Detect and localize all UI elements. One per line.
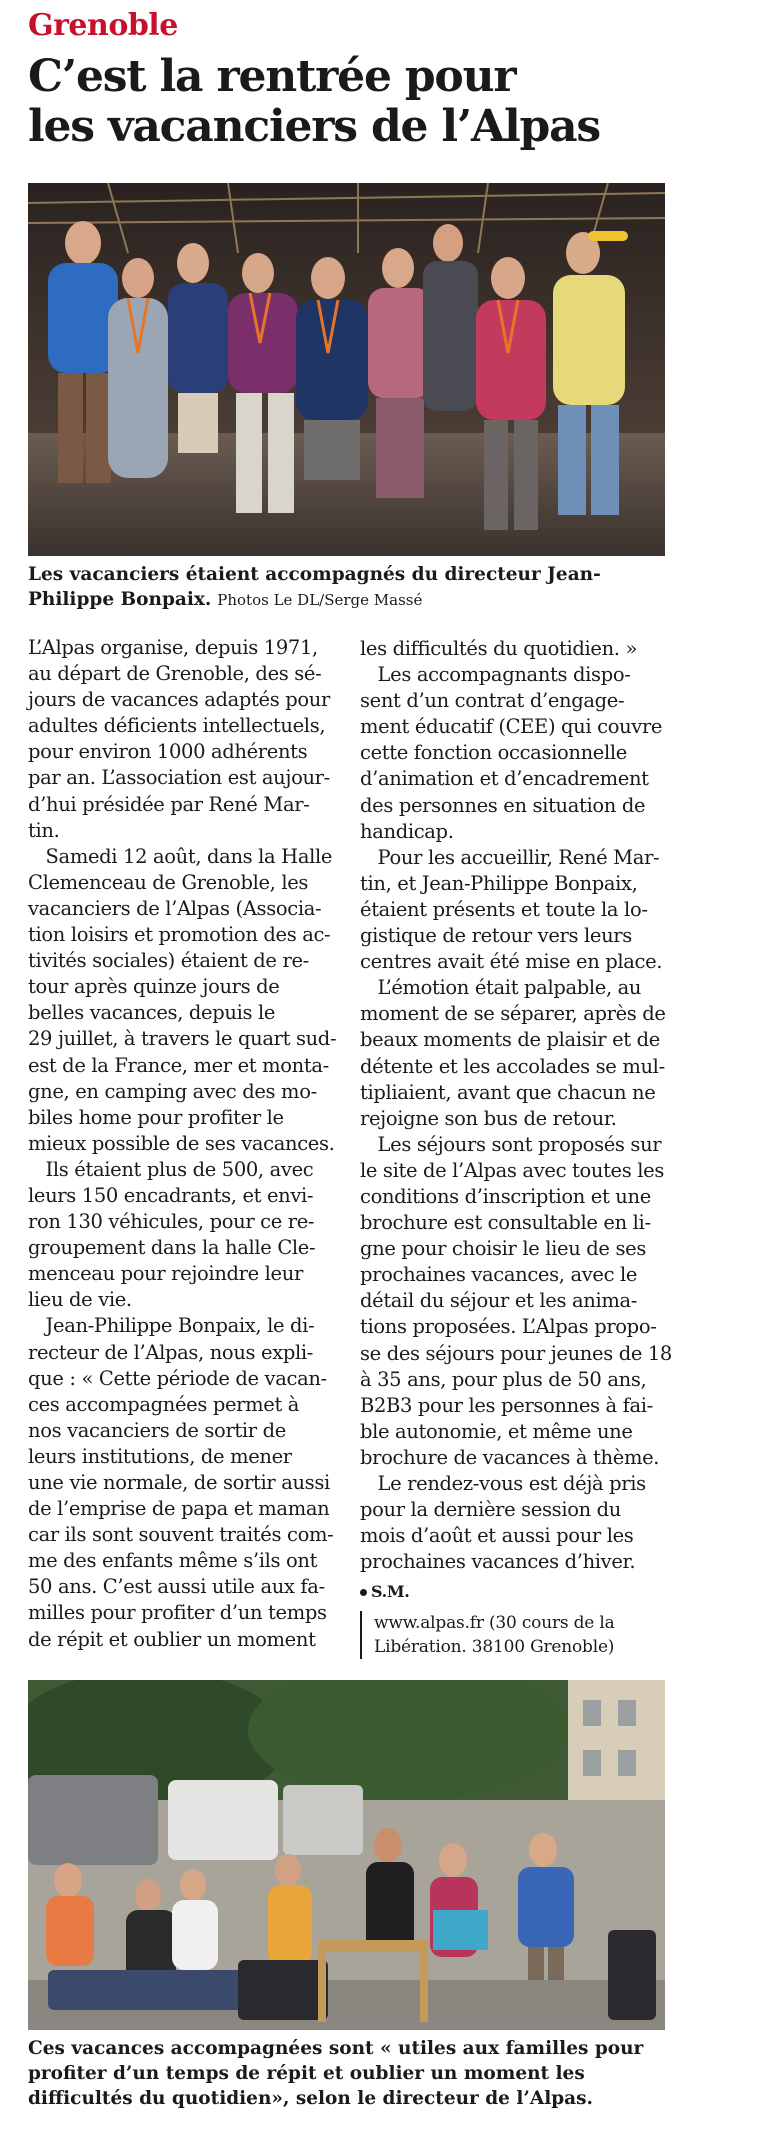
- body-text-line: pour environ 1000 adhérents: [28, 740, 308, 764]
- body-text-line: tions proposées. L’Alpas propo-: [360, 1315, 657, 1339]
- body-text-line: adultes déficients intellectuels,: [28, 714, 326, 738]
- body-text-line: pour la dernière session du: [360, 1498, 621, 1522]
- body-text-line: lieu de vie.: [28, 1288, 132, 1312]
- body-text-line: groupement dans la halle Cle-: [28, 1236, 316, 1260]
- body-text-line: recteur de l’Alpas, nous expli-: [28, 1340, 314, 1364]
- body-text-line: Samedi 12 août, dans la Halle: [28, 844, 333, 868]
- headline-line: C’est la rentrée pour: [28, 51, 516, 102]
- body-text-line: ment éducatif (CEE) qui couvre: [360, 715, 663, 739]
- body-text-line: est de la France, mer et monta-: [28, 1053, 329, 1077]
- article-column-left: [28, 635, 338, 1653]
- body-text-line: une vie normale, de sortir aussi: [28, 1471, 330, 1494]
- signature-text: S.M.: [371, 1582, 410, 1602]
- headline-line: les vacanciers de l’Alpas: [28, 101, 600, 152]
- body-text-line: sent d’un contrat d’engage-: [360, 689, 625, 713]
- body-text-line: leurs institutions, de mener: [28, 1444, 292, 1468]
- street-photo: [28, 1680, 665, 2030]
- body-text-line: étaient présents et toute la lo-: [360, 897, 648, 921]
- body-text-line: nos vacanciers de sortir de: [28, 1418, 286, 1442]
- bullet-icon: [360, 1589, 367, 1596]
- body-text-line: belles vacances, depuis le: [28, 1001, 276, 1025]
- body-text-line: Les accompagnants dispo-: [360, 663, 631, 687]
- body-text-line: rejoigne son bus de retour.: [360, 1106, 617, 1130]
- photo-caption: [28, 562, 668, 613]
- photo-credit: Photos Le DL/Serge Massé: [217, 591, 423, 609]
- body-text-line: des personnes en situation de: [360, 793, 646, 817]
- body-text-line: à 35 ans, pour plus de 50 ans,: [360, 1367, 647, 1391]
- body-text-line: prochaines vacances d’hiver.: [360, 1550, 636, 1574]
- body-text-line: prochaines vacances, avec le: [360, 1263, 638, 1287]
- body-text-line: conditions d’inscription et une: [360, 1184, 651, 1208]
- body-text-line: handicap.: [360, 819, 454, 843]
- body-text-line: que : « Cette période de vacan-: [28, 1366, 327, 1390]
- body-text-line: Le rendez-vous est déjà pris: [360, 1472, 646, 1495]
- body-text-line: B2B3 pour les personnes à fai-: [360, 1393, 653, 1417]
- author-signature: [360, 1579, 668, 1605]
- body-text-line: tin, et Jean-Philippe Bonpaix,: [360, 871, 638, 895]
- info-line: www.alpas.fr (30 cours de la: [374, 1613, 615, 1634]
- body-text-line: beaux moments de plaisir et de: [360, 1028, 660, 1052]
- group-photo: [28, 183, 665, 556]
- body-text-line: centres avait été mise en place.: [360, 950, 663, 974]
- caption-line: profiter d’un temps de répit et oublier un moment les: [28, 2063, 585, 2084]
- body-text-line: les difficultés du quotidien. »: [360, 637, 638, 660]
- article-column-right: [360, 636, 672, 1659]
- headline: [28, 52, 688, 152]
- body-text-line: ces accompagnées permet à: [28, 1392, 300, 1416]
- body-text-line: d’hui présidée par René Mar-: [28, 792, 310, 816]
- caption-line: difficultés du quotidien», selon le directeur de l’Alpas.: [28, 2088, 593, 2109]
- body-text-line: au départ de Grenoble, des sé-: [28, 662, 322, 686]
- body-text-line: me des enfants même s’ils ont: [28, 1549, 318, 1573]
- caption-line: Ces vacances accompagnées sont « utiles aux familles pour: [28, 2038, 644, 2059]
- body-text-line: vacanciers de l’Alpas (Associa-: [28, 896, 322, 920]
- body-text-line: Clemenceau de Grenoble, les: [28, 870, 309, 894]
- body-text-line: détente et les accolades se mul-: [360, 1054, 665, 1078]
- body-text-line: tipliaient, avant que chacun ne: [360, 1080, 656, 1104]
- body-text-line: ron 130 véhicules, pour ce re-: [28, 1210, 315, 1234]
- body-text-line: leurs 150 encadrants, et envi-: [28, 1183, 314, 1207]
- caption-bold-line: Philippe Bonpaix.: [28, 589, 212, 610]
- body-text-line: gistique de retour vers leurs: [360, 924, 632, 948]
- section-label: Grenoble: [28, 8, 178, 43]
- body-text-line: de répit et oublier un moment: [28, 1627, 316, 1651]
- body-text-line: Ils étaient plus de 500, avec: [28, 1157, 314, 1181]
- body-text-line: Les séjours sont proposés sur: [360, 1132, 662, 1156]
- info-box: [360, 1611, 668, 1659]
- body-text-line: brochure de vacances à thème.: [360, 1445, 660, 1469]
- body-text-line: moment de se séparer, après de: [360, 1002, 666, 1026]
- body-text-line: gne pour choisir le lieu de ses: [360, 1237, 646, 1261]
- body-text-line: brochure est consultable en li-: [360, 1211, 651, 1235]
- body-text-line: le site de l’Alpas avec toutes les: [360, 1158, 664, 1182]
- body-text-line: car ils sont souvent traités com-: [28, 1523, 334, 1547]
- body-text-line: L’Alpas organise, depuis 1971,: [28, 636, 318, 659]
- caption-bold-line: Les vacanciers étaient accompagnés du directeur Jean-: [28, 564, 601, 585]
- body-text-line: menceau pour rejoindre leur: [28, 1262, 303, 1286]
- body-text-line: tivités sociales) étaient de re-: [28, 949, 309, 973]
- info-line: Libération. 38100 Grenoble): [374, 1637, 615, 1658]
- body-text-line: par an. L’association est aujour-: [28, 766, 330, 790]
- street-photo-caption: [28, 2036, 748, 2111]
- body-text-line: Jean-Philippe Bonpaix, le di-: [28, 1314, 315, 1338]
- body-text-line: mois d’août et aussi pour les: [360, 1524, 634, 1548]
- body-text-line: se des séjours pour jeunes de 18: [360, 1341, 672, 1365]
- body-text-line: détail du séjour et les anima-: [360, 1289, 637, 1313]
- body-text-line: Pour les accueillir, René Mar-: [360, 845, 660, 869]
- body-text-line: d’animation et d’encadrement: [360, 767, 649, 791]
- body-text-line: jours de vacances adaptés pour: [28, 688, 330, 712]
- body-text-line: 29 juillet, à travers le quart sud-: [28, 1027, 337, 1051]
- body-text-line: mieux possible de ses vacances.: [28, 1131, 335, 1155]
- body-text-line: cette fonction occasionnelle: [360, 741, 627, 765]
- body-text-line: gne, en camping avec des mo-: [28, 1079, 317, 1103]
- body-text-line: de l’emprise de papa et maman: [28, 1497, 330, 1521]
- body-text-line: 50 ans. C’est aussi utile aux fa-: [28, 1575, 325, 1599]
- body-text-line: tour après quinze jours de: [28, 975, 280, 999]
- body-text-line: biles home pour profiter le: [28, 1105, 284, 1129]
- body-text-line: ble autonomie, et même une: [360, 1419, 633, 1443]
- body-text-line: L’émotion était palpable, au: [360, 976, 642, 1000]
- body-text-line: tin.: [28, 818, 60, 842]
- body-text-line: tion loisirs et promotion des ac-: [28, 923, 331, 947]
- body-text-line: milles pour profiter d’un temps: [28, 1601, 327, 1625]
